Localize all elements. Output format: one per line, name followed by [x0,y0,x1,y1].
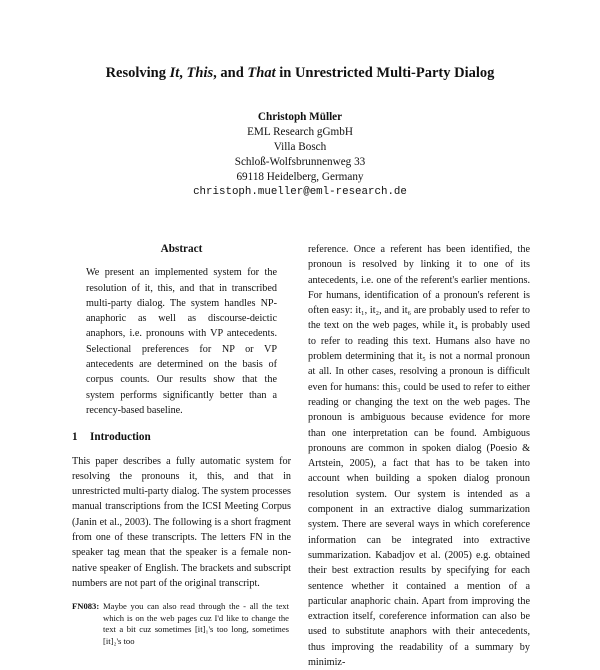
right-column [308,242,530,670]
author-org: EML Research gGmbH [247,126,353,138]
paper-title [0,64,600,82]
author-street: Schloß-Wolfsbrunnenweg 33 [234,156,366,168]
title-comma: , [179,65,187,81]
introduction-heading [72,430,291,445]
abstract-heading: Abstract [160,243,203,255]
right-column-paragraph: reference. Once a referent has been identified, the pronoun is resolved by linking it to one of its antecedents, i.e. one of the referent's earlier mentions. For humans, identification of a pronoun's referent is often easy: it₁, it₂, and it₆ are probably used to refer to the text on the web pages, while it₄ is probably used to refer to reading this text. Humans also have no problem determining that it₅ is not a normal pronoun at all. In other cases, resolving a pronoun is difficult even for humans: this₃ could be used to refer to either reading or changing the text on the web pages. The pronoun is ambiguous because evidence for more than one interpretation can be found. Ambiguous pronouns are common in spoken dialog (Poesio & Artstein, 2005), a fact that has to be taken into account when building a spoken dialog pronoun resolution system. Our system is intended as a component in an extractive dialog summarization system. There are several ways in which coreference information can be integrated into extractive summarization. Kabadjov et al. (2005) e.g. obtained their best extraction results by specifying for each sentence whether it contained a mention of a particular anaphoric chain. Apart from improving the extraction itself, coreference information can also be used to substitute anaphors with their antecedents, thus improving the readability of a summary by minimiz- [308,244,530,669]
speaker-tag: FN083: [72,601,100,612]
title-it: It [169,65,180,81]
title-that: That [247,65,276,81]
title-this: This [186,65,214,81]
author-building: Villa Bosch [273,141,327,153]
author-name: Christoph Müller [257,111,343,123]
section-title: Introduction [90,431,151,444]
introduction-paragraph: This paper describes a fully automatic system for resolving the pronouns it, this, and that in unrestricted multi-party dialog. The system processes manual transcriptions from the ICSI Meeting Corpus (Janin et al., 2003). The following is a short fragment from one of these transcripts. The letters FN in the speaker tag mean that the speaker is a female non-native speaker of English. The brackets and subscript numbers are not part of the original transcript. [72,455,291,589]
title-suffix: in Unrestricted Multi-Party Dialog [275,65,495,81]
title-prefix: Resolving [105,65,170,81]
transcript-fragment [72,601,291,647]
author-city: 69118 Heidelberg, Germany [236,171,364,183]
section-number: 1 [72,431,78,444]
author-email[interactable]: christoph.mueller@eml-research.de [193,186,407,198]
fragment-text: Maybe you can also read through the - all the text which is on the web pages cuz I'd like to change the text a bit cuz sometimes [it]₁'s too long, sometimes [it]₂'s too [103,601,289,646]
left-column [72,242,291,647]
abstract-text: We present an implemented system for the resolution of it, this, and that in transcribed multi-party dialog. The system handles NP-anaphoric as well as discourse-deictic anaphors, i.e. pronouns with VP antecedents. Selectional preferences for NP or VP antecedents are determined on the basis of corpus counts. Our results show that the system performs significantly better than a recency-based baseline. [86,267,277,416]
title-and: , and [213,65,248,81]
author-block [0,110,600,200]
